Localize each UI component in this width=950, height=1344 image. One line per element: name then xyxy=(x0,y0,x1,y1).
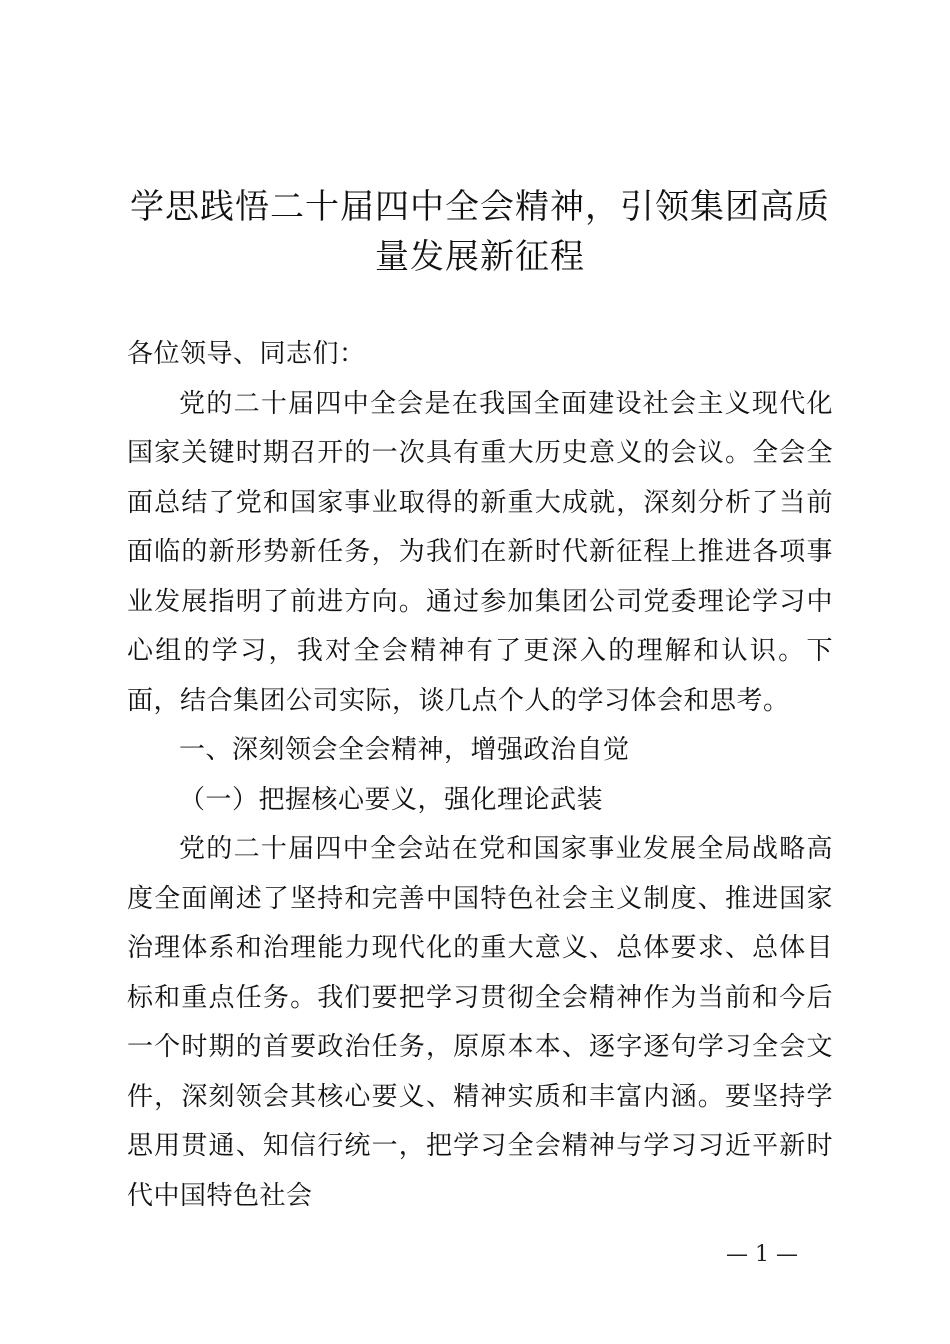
page-number: — 1 — xyxy=(726,1242,798,1267)
salutation: 各位领导、同志们： xyxy=(127,339,366,369)
document-title: 学思践悟二十届四中全会精神，引领集团高质量发展新征程 xyxy=(130,187,830,277)
paragraph-section-1: 党的二十届四中全会站在党和国家事业发展全局战略高度全面阐述了坚持和完善中国特色社会主义制度、推进国家治理体系和治理能力现代化的重大意义、总体要求、总体目标和重点任务。我们要把学习贯彻全会精神作为当前和今后一个时期的首要政治任务，原原本本、逐字逐句学习全会文件，深刻领会其核心要义、精神实质和丰富内涵。要坚持学思用贯通、知信行统一，把学习全会精神与学习习近平新时代中国特色社会 xyxy=(127,834,833,1211)
subsection-heading-1: （一）把握核心要义，强化理论武装 xyxy=(179,784,604,815)
section-heading-1: 一、深刻领会全会精神，增强政治自觉 xyxy=(179,735,630,765)
document-body xyxy=(127,330,833,1221)
paragraph-intro: 党的二十届四中全会是在我国全面建设社会主义现代化国家关键时期召开的一次具有重大历史意义的会议。全会全面总结了党和国家事业取得的新重大成就，深刻分析了当前面临的新形势新任务，为我们在新时代新征程上推进各项事业发展指明了前进方向。通过参加集团公司党委理论学习中心组的学习，我对全会精神有了更深入的理解和认识。下面，结合集团公司实际，谈几点个人的学习体会和思考。 xyxy=(127,388,833,716)
